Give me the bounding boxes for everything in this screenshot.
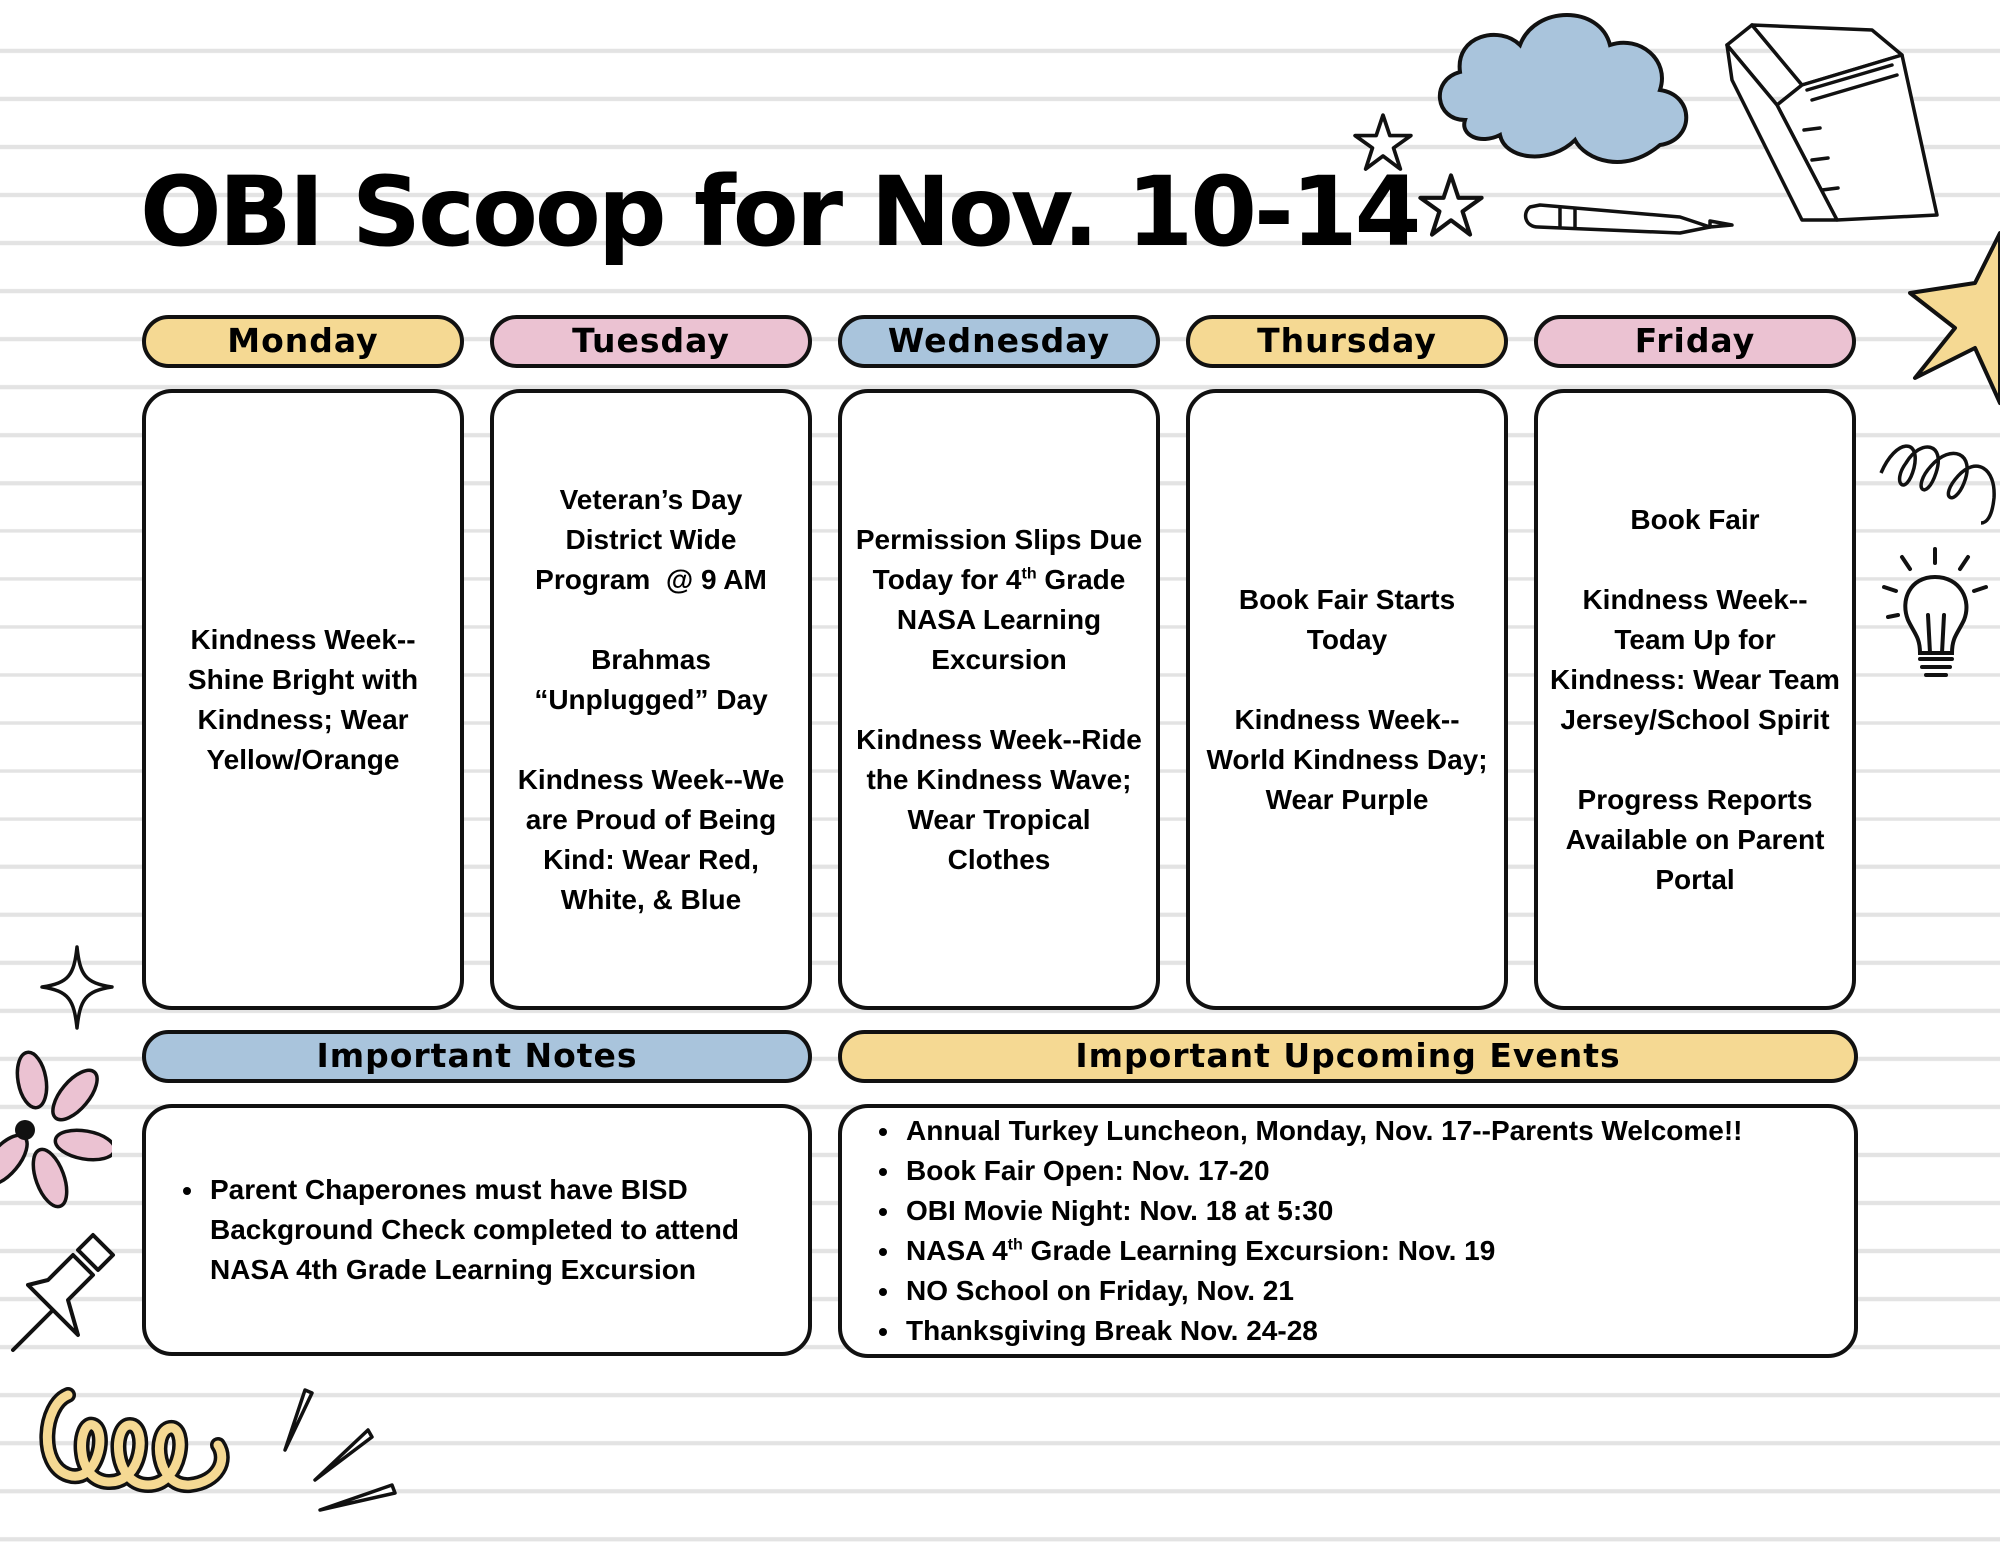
day-line: Book Fair: [1630, 503, 1760, 535]
day-line: Permission Slips Due: [855, 523, 1143, 555]
event-item: • Annual Turkey Luncheon, Monday, Nov. 17--Parents Welcome!!: [902, 1111, 1844, 1151]
day-line: Kindness Week--Ride: [856, 723, 1142, 755]
day-line: Clothes: [947, 843, 1051, 875]
day-line: Today: [1306, 623, 1388, 655]
day-line: Jersey/School Spirit: [1560, 703, 1830, 735]
cloud-icon: [1425, 0, 1725, 175]
day-line: Kindness; Wear: [197, 703, 409, 735]
event-item: • OBI Movie Night: Nov. 18 at 5:30: [902, 1191, 1844, 1231]
day-line: Shine Bright with: [187, 663, 419, 695]
day-box-monday: [142, 389, 464, 1010]
day-line: Veteran’s Day: [559, 483, 743, 515]
burst-lines-icon: [280, 1385, 405, 1515]
note-line: Background Check completed to attend: [210, 1214, 739, 1245]
flower-icon: [0, 1050, 112, 1210]
event-item: • NO School on Friday, Nov. 21: [902, 1271, 1844, 1311]
yellow-squiggle-icon: [38, 1370, 238, 1500]
events-box: [838, 1104, 1858, 1358]
day-line: Today for 4th Grade: [872, 563, 1126, 595]
day-header-thursday: Thursday: [1186, 315, 1508, 368]
day-line: Excursion: [931, 643, 1067, 675]
note-line: Parent Chaperones must have BISD: [210, 1174, 688, 1205]
day-line: Portal: [1655, 863, 1735, 895]
lightbulb-icon: [1880, 545, 1990, 695]
day-line: Wear Tropical: [907, 803, 1091, 835]
day-line: the Kindness Wave;: [866, 763, 1132, 795]
day-line: World Kindness Day;: [1206, 743, 1488, 775]
day-line: Progress Reports: [1577, 783, 1813, 815]
book-icon: [1722, 20, 1952, 235]
day-header-monday: Monday: [142, 315, 464, 368]
day-line: are Proud of Being: [525, 803, 777, 835]
pushpin-icon: [8, 1230, 118, 1355]
day-line: “Unplugged” Day: [534, 683, 768, 715]
star-outline-icon: [1417, 172, 1485, 240]
day-line: Kindness Week--: [1582, 583, 1808, 615]
day-line: Kindness Week--We: [517, 763, 785, 795]
day-header-tuesday: Tuesday: [490, 315, 812, 368]
day-line: Kindness: Wear Team: [1550, 663, 1840, 695]
event-item: • Thanksgiving Break Nov. 24-28: [902, 1311, 1844, 1351]
day-line: Kindness Week--: [1234, 703, 1460, 735]
day-line: White, & Blue: [560, 883, 742, 915]
day-box-thursday: [1186, 389, 1508, 1010]
day-line: Kindness Week--: [190, 623, 416, 655]
day-box-friday: [1534, 389, 1856, 1010]
event-item: • NASA 4th Grade Learning Excursion: Nov. 19: [902, 1231, 1844, 1271]
note-item: [206, 1170, 798, 1290]
day-header-wednesday: Wednesday: [838, 315, 1160, 368]
event-item: • Book Fair Open: Nov. 17-20: [902, 1151, 1844, 1191]
star-outline-icon: [1352, 112, 1414, 174]
day-line: Book Fair Starts: [1238, 583, 1456, 615]
day-box-tuesday: [490, 389, 812, 1010]
note-line: NASA 4th Grade Learning Excursion: [210, 1254, 696, 1285]
day-line: Brahmas: [591, 643, 711, 675]
day-line: District Wide: [565, 523, 737, 555]
notes-header: Important Notes: [142, 1030, 812, 1083]
notes-list: [152, 1170, 798, 1290]
events-header: Important Upcoming Events: [838, 1030, 1858, 1083]
events-list: [848, 1111, 1844, 1351]
page-title: OBI Scoop for Nov. 10-14: [140, 156, 1419, 268]
day-header-friday: Friday: [1534, 315, 1856, 368]
day-box-wednesday: [838, 389, 1160, 1010]
notes-box: [142, 1104, 812, 1356]
yellow-star-icon: [1895, 228, 2000, 408]
day-line: Yellow/Orange: [206, 743, 400, 775]
day-line: Team Up for: [1614, 623, 1776, 655]
pen-icon: [1520, 195, 1740, 245]
day-line: Kind: Wear Red,: [543, 843, 759, 875]
squiggle-icon: [1876, 428, 2000, 528]
sparkle-icon: [40, 945, 115, 1030]
day-line: NASA Learning: [896, 603, 1102, 635]
day-line: Wear Purple: [1265, 783, 1429, 815]
day-line: Available on Parent: [1565, 823, 1825, 855]
day-line: Program @ 9 AM: [535, 563, 767, 595]
